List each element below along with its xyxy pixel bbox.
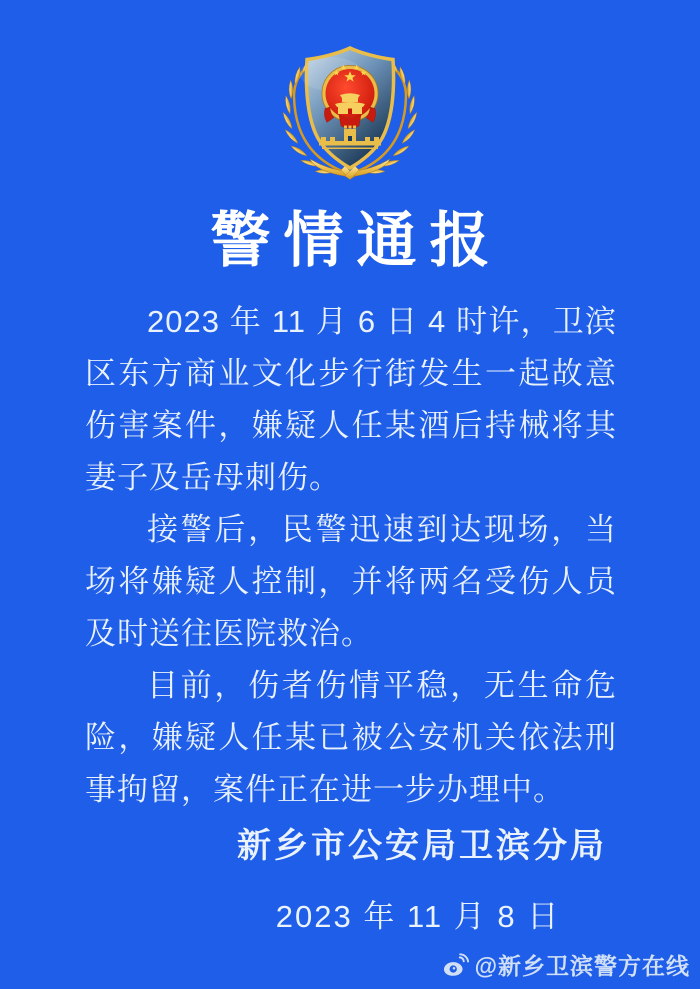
notice-paragraph-3: 目前，伤者伤情平稳，无生命危险，嫌疑人任某已被公安机关依法刑事拘留，案件正在进一步办理中。 <box>85 668 617 807</box>
signature-block <box>0 818 700 936</box>
notice-paragraph-1: 2023 年 11 月 6 日 4 时许，卫滨区东方商业文化步行街发生一起故意伤害案件，嫌疑人任某酒后持械将其妻子及岳母刺伤。 <box>85 304 617 495</box>
notice-body <box>85 296 617 816</box>
issue-date: 2023 年 11 月 8 日 <box>275 899 561 934</box>
weibo-icon <box>443 953 470 977</box>
issuer-name: 新乡市公安局卫滨分局 <box>237 827 607 865</box>
police-badge-icon <box>275 40 425 182</box>
notice-title: 警情通报 <box>210 207 503 274</box>
notice-paragraph-2: 接警后，民警迅速到达现场，当场将嫌疑人控制，并将两名受伤人员及时送往医院救治。 <box>85 512 617 651</box>
weibo-watermark <box>443 948 690 981</box>
watermark-handle: @新乡卫滨警方在线 <box>474 953 690 979</box>
